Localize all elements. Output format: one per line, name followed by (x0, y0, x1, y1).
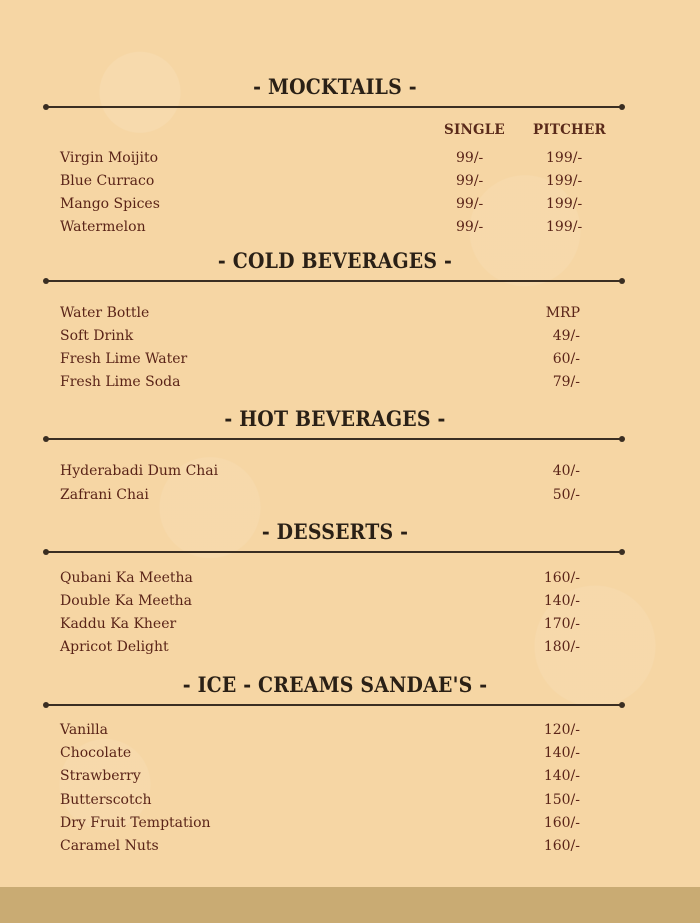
menu-item-price: 120/- (543, 722, 580, 738)
section-title-cold-beverages: - COLD BEVERAGES - (217, 248, 453, 273)
menu-item-row (0, 351, 700, 373)
menu-item-row (0, 305, 700, 327)
column-header-pitcher: PITCHER (533, 122, 606, 138)
menu-item-price: 140/- (543, 745, 580, 761)
section-divider-cold-beverages (46, 280, 622, 282)
menu-item-price: 160/- (543, 838, 580, 854)
menu-item-row (0, 374, 700, 396)
menu-item-price: 140/- (543, 768, 580, 784)
menu-item-price: 40/- (552, 463, 580, 479)
menu-item-price: 50/- (552, 487, 580, 503)
menu-item-name: Apricot Delight (60, 639, 169, 655)
menu-item-row (0, 487, 700, 509)
section-divider-hot-beverages (46, 438, 622, 440)
menu-item-single-price: 99/- (456, 150, 484, 166)
menu-item-price: 170/- (543, 616, 580, 632)
menu-item-row (0, 768, 700, 790)
menu-item-name: Caramel Nuts (60, 838, 159, 854)
menu-item-price: 49/- (552, 328, 580, 344)
menu-item-name: Fresh Lime Water (60, 351, 188, 367)
menu-item-name: Dry Fruit Temptation (60, 815, 211, 831)
menu-item-price: MRP (545, 305, 580, 321)
column-header-single: SINGLE (444, 122, 505, 138)
menu-item-row (0, 463, 700, 485)
menu-item-name: Kaddu Ka Kheer (60, 616, 177, 632)
menu-item-price: 60/- (552, 351, 580, 367)
section-divider-desserts (46, 551, 622, 553)
section-title-mocktails: - MOCKTAILS - (253, 74, 417, 99)
menu-item-pitcher-price: 199/- (546, 196, 583, 212)
menu-item-name: Watermelon (60, 219, 146, 235)
menu-item-name: Zafrani Chai (60, 487, 149, 503)
menu-item-name: Vanilla (60, 722, 108, 738)
menu-item-row (0, 328, 700, 350)
menu-item-price: 79/- (552, 374, 580, 390)
menu-item-row (0, 173, 700, 195)
menu-item-name: Fresh Lime Soda (60, 374, 181, 390)
footer-bar (0, 887, 700, 923)
menu-item-price: 160/- (543, 815, 580, 831)
menu-item-name: Water Bottle (60, 305, 150, 321)
menu-item-row (0, 219, 700, 241)
menu-item-name: Chocolate (60, 745, 132, 761)
menu-item-row (0, 792, 700, 814)
section-title-ice-creams: - ICE - CREAMS SANDAE'S - (182, 672, 488, 697)
section-divider-ice-creams (46, 704, 622, 706)
menu-item-single-price: 99/- (456, 173, 484, 189)
menu-item-row (0, 196, 700, 218)
menu-item-row (0, 570, 700, 592)
menu-item-price: 150/- (543, 792, 580, 808)
menu-item-row (0, 593, 700, 615)
menu-item-price: 160/- (543, 570, 580, 586)
menu-item-name: Hyderabadi Dum Chai (60, 463, 219, 479)
menu-item-name: Blue Curraco (60, 173, 155, 189)
menu-item-name: Mango Spices (60, 196, 160, 212)
menu-item-name: Double Ka Meetha (60, 593, 192, 609)
menu-item-name: Soft Drink (60, 328, 134, 344)
menu-item-price: 140/- (543, 593, 580, 609)
section-divider-mocktails (46, 106, 622, 108)
menu-item-pitcher-price: 199/- (546, 219, 583, 235)
menu-item-single-price: 99/- (456, 219, 484, 235)
menu-item-name: Butterscotch (60, 792, 152, 808)
menu-item-pitcher-price: 199/- (546, 150, 583, 166)
section-title-hot-beverages: - HOT BEVERAGES - (224, 406, 446, 431)
menu-item-row (0, 639, 700, 661)
menu-item-price: 180/- (543, 639, 580, 655)
menu-item-name: Strawberry (60, 768, 141, 784)
menu-item-row (0, 722, 700, 744)
menu-item-row (0, 745, 700, 767)
menu-item-row (0, 150, 700, 172)
menu-item-row (0, 616, 700, 638)
menu-item-pitcher-price: 199/- (546, 173, 583, 189)
menu-item-row (0, 838, 700, 860)
menu-item-single-price: 99/- (456, 196, 484, 212)
section-title-desserts: - DESSERTS - (261, 519, 409, 544)
menu-item-name: Virgin Moijito (60, 150, 159, 166)
menu-item-name: Qubani Ka Meetha (60, 570, 193, 586)
menu-item-row (0, 815, 700, 837)
